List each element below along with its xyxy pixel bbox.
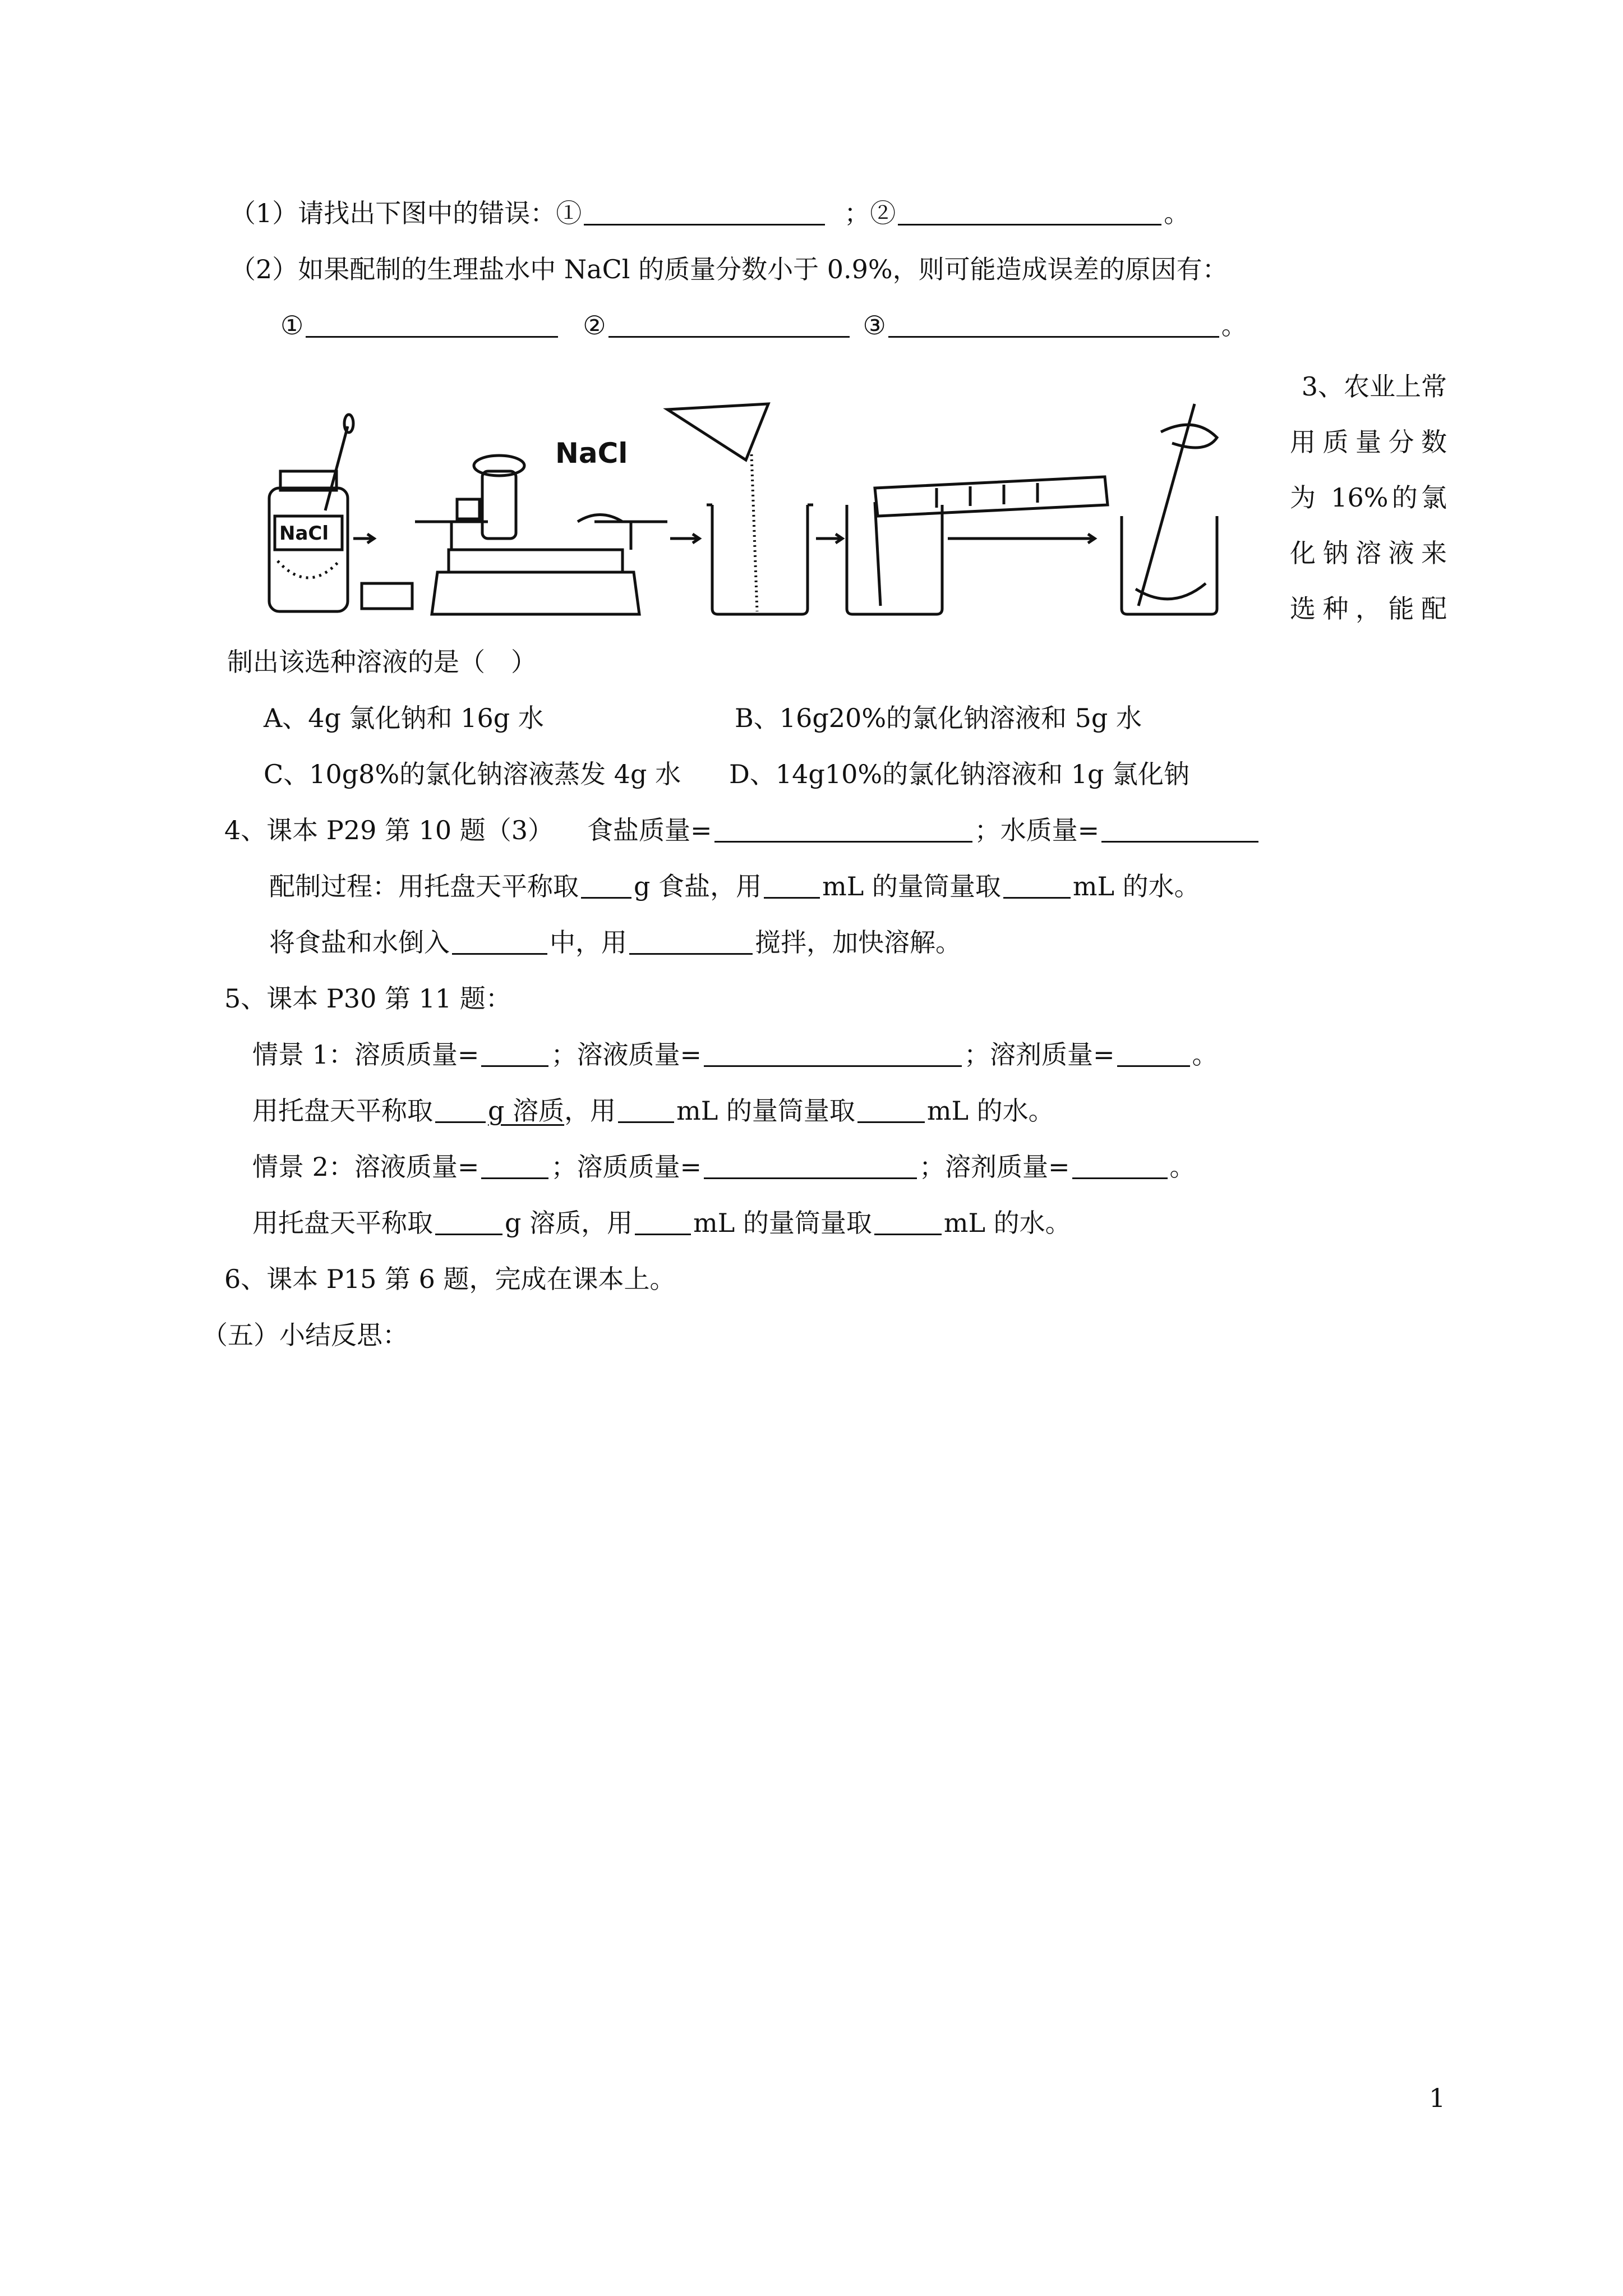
q5-scenario-2	[252, 1139, 1196, 1195]
q4-water-label: ；水质量=	[974, 815, 1100, 845]
q5-s2-solvent-blank[interactable]	[1072, 1152, 1168, 1179]
q5-s1-solute-blank[interactable]	[481, 1039, 548, 1067]
q5-text: g 溶质，用	[505, 1208, 633, 1238]
q4-text: 将食盐和水倒入	[269, 927, 450, 958]
q3-option-d[interactable]: D、14g10%的氯化钠溶液和 1g 氯化钠	[729, 759, 1190, 789]
q5-scenario-2-weigh	[252, 1195, 1071, 1251]
q5-text: ；溶剂质量=	[919, 1152, 1070, 1182]
q5-s1-water-blank[interactable]	[857, 1096, 925, 1123]
q5-s2-grams-blank[interactable]	[435, 1208, 502, 1235]
q2-blank-1[interactable]	[306, 310, 558, 338]
q4-text: mL 的水。	[1072, 871, 1200, 901]
balance-nacl-label: NaCl	[555, 437, 628, 470]
q5-text: mL 的水。	[943, 1208, 1071, 1238]
q1-blank-1[interactable]	[584, 198, 825, 226]
question-1	[230, 185, 1189, 241]
solution-preparation-figure	[264, 393, 1262, 617]
q5-s2-solute-blank[interactable]	[704, 1152, 917, 1179]
q3-option-b[interactable]: B、16g20%的氯化钠溶液和 5g 水	[735, 703, 1142, 733]
jar-nacl-label: NaCl	[279, 522, 329, 545]
q2-mark-1: ①	[280, 310, 304, 341]
q2-end: 。	[1221, 310, 1247, 341]
beaker-pour-salt-icon	[667, 404, 813, 614]
q4-salt-blank[interactable]	[714, 815, 972, 843]
q3-option-c[interactable]: C、10g8%的氯化钠溶液蒸发 4g 水	[264, 759, 681, 789]
q4-process-line	[269, 858, 1200, 914]
q5-s1-cylinder-blank[interactable]	[618, 1096, 674, 1123]
q4-cylinder-blank[interactable]	[764, 871, 820, 899]
q5-text: 。	[1169, 1152, 1196, 1182]
question-2-blanks	[280, 297, 1247, 353]
q1-separator: ；②	[844, 198, 896, 228]
q2-blank-3[interactable]	[888, 310, 1219, 338]
q4-text: 搅拌，加快溶解。	[755, 927, 961, 958]
balance-icon	[415, 455, 667, 614]
q3-continuation: 制出该选种溶液的是（ ）	[227, 647, 537, 677]
q5-text: 情景 1：溶质质量=	[252, 1039, 479, 1070]
q5-text: mL 的水。	[926, 1096, 1054, 1126]
q5-s2-water-blank[interactable]	[874, 1208, 942, 1235]
q5-text: 用托盘天平称取	[252, 1096, 433, 1126]
q5-text: 情景 2：溶液质量=	[252, 1152, 479, 1182]
q4-container-blank[interactable]	[452, 927, 547, 955]
q4-text: 配制过程：用托盘天平称取	[269, 871, 579, 901]
q1-label: （1）请找出下图中的错误：	[230, 198, 556, 228]
q5-scenario-1-weigh	[252, 1083, 1054, 1139]
q2-text: （2）如果配制的生理盐水中 NaCl 的质量分数小于 0.9%，则可能造成误差的原因有：	[230, 254, 1228, 284]
summary-heading: （五）小结反思：	[202, 1320, 408, 1350]
q4-water-ml-blank[interactable]	[1003, 871, 1071, 899]
q1-mark-1: ①	[556, 198, 582, 228]
question-3-side-text	[1290, 359, 1447, 637]
q5-s2-cylinder-blank[interactable]	[635, 1208, 691, 1235]
q5-text: ；溶质质量=	[551, 1152, 702, 1182]
q4-salt-grams-blank[interactable]	[581, 871, 631, 899]
nacl-jar-icon	[269, 415, 353, 611]
q4-head: 4、课本 P29 第 10 题（3）	[224, 815, 554, 845]
q5-text: g 溶质	[488, 1096, 565, 1126]
q5-s1-solution-blank[interactable]	[704, 1039, 962, 1067]
beaker-pour-water-icon	[847, 477, 1108, 614]
q5-text: 。	[1192, 1039, 1218, 1070]
question-2	[230, 241, 1228, 297]
q2-mark-3: ③	[863, 310, 886, 341]
question-4	[224, 802, 1261, 858]
q4-salt-label: 食盐质量=	[587, 815, 712, 845]
q5-text: ；溶剂质量=	[963, 1039, 1115, 1070]
q5-s1-solvent-blank[interactable]	[1117, 1039, 1190, 1067]
q5-scenario-1	[252, 1027, 1218, 1083]
q5-text: ，用	[564, 1096, 616, 1126]
q5-text: mL 的量筒量取	[693, 1208, 872, 1238]
q3-side-line: 化钠溶液来	[1290, 538, 1447, 568]
page-number: 1	[1429, 2083, 1446, 2113]
q5-s2-solution-blank[interactable]	[481, 1152, 548, 1179]
q4-text: g 食盐，用	[634, 871, 762, 901]
q4-text: 中，用	[550, 927, 627, 958]
beaker-stir-icon	[1122, 404, 1217, 614]
q3-side-line: 选种，能配	[1290, 593, 1447, 624]
question-5: 5、课本 P30 第 11 题：	[224, 983, 511, 1014]
q3-option-a[interactable]: A、4g 氯化钠和 16g 水	[264, 703, 544, 733]
q1-end: 。	[1164, 198, 1190, 228]
q4-water-blank[interactable]	[1101, 815, 1258, 843]
q5-text: ；溶液质量=	[551, 1039, 702, 1070]
q4-tool-blank[interactable]	[629, 927, 753, 955]
q2-blank-2[interactable]	[608, 310, 850, 338]
process-arrows	[353, 534, 1095, 543]
q2-mark-2: ②	[583, 310, 606, 341]
question-6: 6、课本 P15 第 6 题，完成在课本上。	[224, 1264, 676, 1294]
q5-s1-grams-blank[interactable]	[435, 1096, 486, 1123]
q4-mixing-line	[269, 914, 961, 970]
q1-blank-2[interactable]	[898, 198, 1161, 226]
q3-side-line: 3、农业上常	[1301, 371, 1447, 402]
weighing-dish-icon	[362, 583, 412, 609]
q3-side-line: 为 16%的氯	[1290, 482, 1447, 513]
q3-side-line: 用质量分数	[1290, 427, 1447, 457]
q4-text: mL 的量筒量取	[822, 871, 1001, 901]
q5-text: mL 的量筒量取	[676, 1096, 855, 1126]
q5-text: 用托盘天平称取	[252, 1208, 433, 1238]
